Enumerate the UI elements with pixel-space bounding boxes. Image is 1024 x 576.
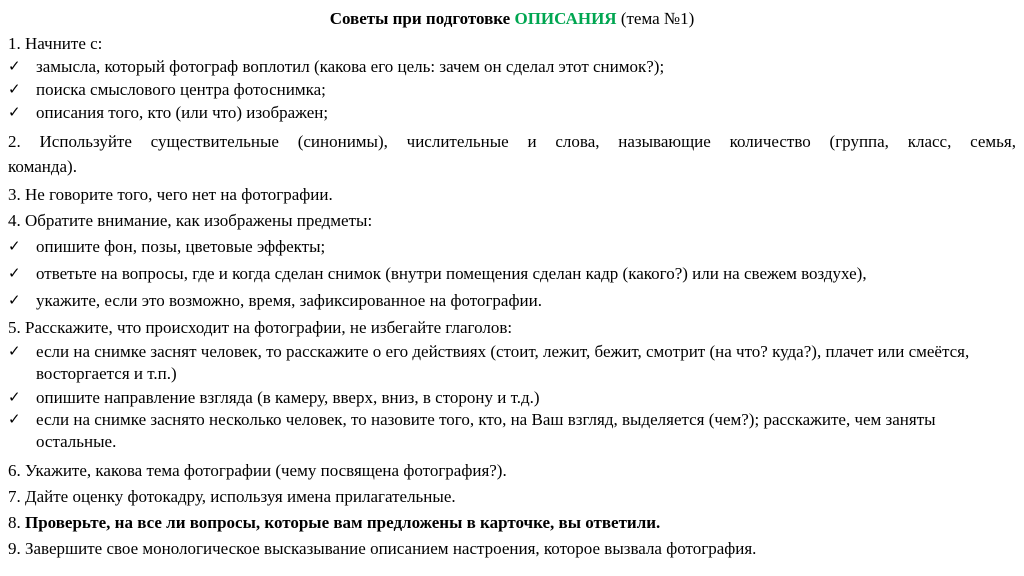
item-2-line-2: команда). — [8, 157, 77, 176]
item-4: 4. Обратите внимание, как изображены предметы: — [8, 211, 373, 230]
check-icon: ✓ — [8, 82, 21, 98]
check-icon: ✓ — [8, 266, 21, 282]
check-icon: ✓ — [8, 390, 21, 406]
title-accent: ОПИСАНИЯ — [514, 9, 617, 28]
item-8-number: 8. — [8, 513, 21, 532]
item-9: 9. Завершите свое монологическое высказывание описанием настроения, которое вызвала фотография. — [8, 539, 757, 558]
check-icon: ✓ — [8, 105, 21, 121]
bullet-text: описания того, кто (или что) изображен; — [36, 103, 329, 122]
page-title — [0, 8, 1024, 30]
item-3: 3. Не говорите того, чего нет на фотографии. — [8, 185, 333, 204]
bullet-text: укажите, если это возможно, время, зафиксированное на фотографии. — [36, 291, 542, 310]
item-8-text: Проверьте, на все ли вопросы, которые вам предложены в карточке, вы ответили. — [25, 513, 661, 532]
check-icon: ✓ — [8, 59, 21, 75]
bullet-text: опишите направление взгляда (в камеру, вверх, вниз, в сторону и т.д.) — [36, 388, 540, 407]
title-prefix: Советы при подготовке — [329, 9, 511, 28]
item-8 — [8, 512, 1016, 534]
item-5: 5. Расскажите, что происходит на фотографии, не избегайте глаголов: — [8, 318, 513, 337]
check-icon: ✓ — [8, 239, 21, 255]
check-icon: ✓ — [8, 293, 21, 309]
bullet-text: если на снимке заснят человек, то расскажите о его действиях (стоит, лежит, бежит, смотрит (на что? куда?), плачет или смеётся, восторгается и т.п.) — [36, 342, 970, 383]
bullet-text: поиска смыслового центра фотоснимка; — [36, 80, 326, 99]
bullet-text: ответьте на вопросы, где и когда сделан снимок (внутри помещения сделан кадр (какого?) или на свежем воздухе), — [36, 264, 867, 283]
bullet-text: опишите фон, позы, цветовые эффекты; — [36, 237, 326, 256]
check-icon: ✓ — [8, 344, 21, 360]
bullet-text: если на снимке заснято несколько человек, то назовите того, кто, на Ваш взгляд, выделяется (чем?); расскажите, чем заняты остальные. — [36, 410, 936, 451]
title-suffix: (тема №1) — [620, 9, 695, 28]
item-7: 7. Дайте оценку фотокадру, используя имена прилагательные. — [8, 487, 456, 506]
item-2-line-1: 2. Используйте существительные (синонимы), числительные и слова, называющие количество (группа, класс, семья, — [8, 132, 1016, 151]
check-icon: ✓ — [8, 412, 21, 428]
bullet-text: замысла, который фотограф воплотил (какова его цель: зачем он сделал этот снимок?); — [36, 57, 665, 76]
item-1: 1. Начните с: — [8, 34, 103, 53]
item-6: 6. Укажите, какова тема фотографии (чему посвящена фотография?). — [8, 461, 507, 480]
